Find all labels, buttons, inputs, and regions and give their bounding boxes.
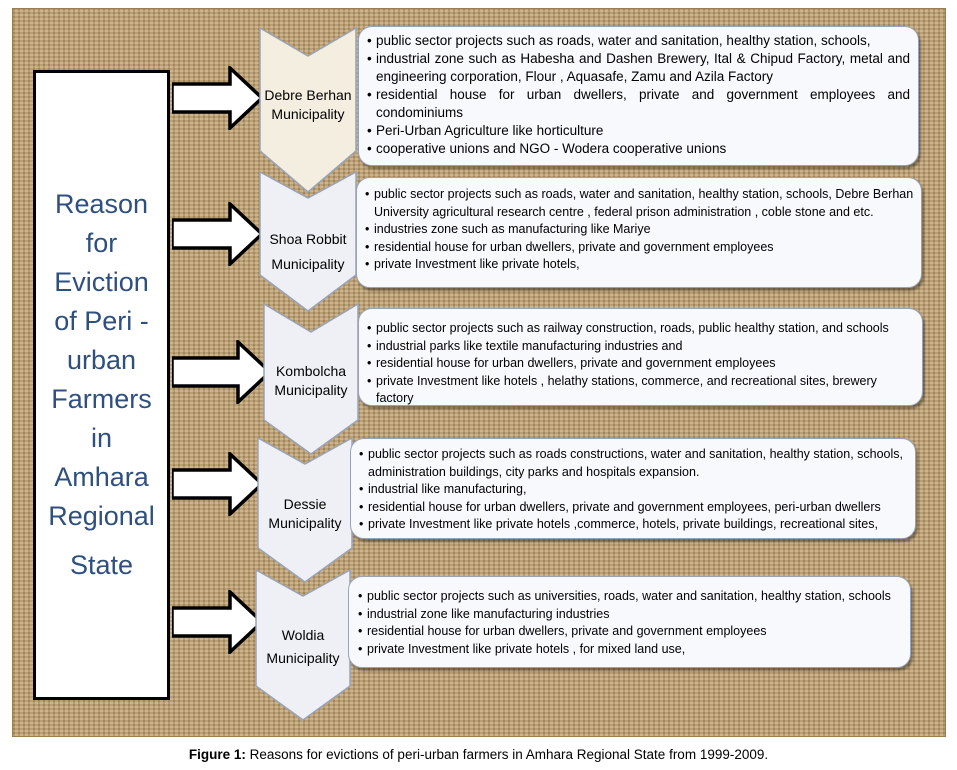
block-arrow-5 [172,590,264,654]
figure-caption [0,747,957,762]
municipality-name-line: Kombolcha [275,363,347,379]
reason-item: • industrial parks like textile manufacturing industries and [367,338,916,356]
block-arrow-4 [172,452,264,516]
block-arrow-1 [172,66,264,130]
reason-item: • residential house for urban dwellers, private and government employees, peri-urban dwellers [359,499,909,517]
reason-item: • private Investment like private hotels ,commerce, hotels, private buildings, recreational sites, [359,516,909,534]
reasons-box-shoa-robbit [356,177,922,288]
reasons-list [367,320,916,408]
figure-caption-label: Figure 1: [188,747,246,762]
reason-item: • private Investment like private hotels , for mixed land use, [358,641,904,659]
municipality-name-debre-berhan [258,86,358,124]
main-title-line: Reason [54,189,149,219]
main-title-box [33,70,170,700]
reason-item: • residential house for urban dwellers, private and government employees [367,355,916,373]
reason-item: • public sector projects such as roads, water and sanitation, healthy station, schools, [367,32,910,50]
reason-item: • industrial zone such as Habesha and Dashen Brewery, Ital & Chipud Factory, metal and engineering corporation, Flour , Aquasafe, Zamu and Azila Factory [367,50,910,86]
main-title-line: Amhara [54,462,149,492]
reasons-list [358,588,904,658]
reason-item: • public sector projects such as roads, water and sanitation, healthy station, schools, Debre Berhan University agricultural research centre , federal prison administration , coble stone and etc. [365,186,915,221]
reason-item: • private Investment like private hotels, [365,256,915,274]
municipality-name-dessie [256,495,354,533]
reasons-list [365,186,915,274]
main-title-line: urban [66,345,137,375]
main-title-line: State [69,550,134,580]
municipality-name-line: Shoa Robbit [269,231,347,247]
reason-item: • industrial like manufacturing, [359,481,909,499]
reason-item: • industries zone such as manufacturing like Mariye [365,221,915,239]
reason-item: • public sector projects such as universities, roads, water and sanitation, healthy station, schools [358,588,904,606]
municipality-name-kombolcha [262,362,360,400]
reason-item: • residential house for urban dwellers, private and government employees [358,623,904,641]
reasons-box-dessie [350,438,916,539]
municipality-name-woldia [254,624,352,670]
municipality-name-line: Debre Berhan [264,87,352,103]
reasons-box-woldia [348,576,911,668]
municipality-name-line: Municipality [271,106,345,122]
main-title-line: of Peri - [54,306,149,336]
municipality-name-line: Woldia [281,627,325,643]
figure-caption-text: Reasons for evictions of peri-urban farmers in Amhara Regional State from 1999-2009. [245,747,769,762]
reason-item: • cooperative unions and NGO - Wodera cooperative unions [367,140,910,158]
main-title [48,185,155,585]
municipality-name-line: Municipality [266,650,340,666]
reason-item: • industrial zone like manufacturing industries [358,606,904,624]
municipality-name-line: Dessie [283,496,327,512]
municipality-name-line: Municipality [271,256,345,272]
municipality-name-line: Municipality [274,382,348,398]
reasons-box-kombolcha [358,308,923,406]
reasons-box-debre-berhan [358,26,919,166]
reason-item: • public sector projects such as roads constructions, water and sanitation, healthy station, schools, administration buildings, city parks and hospitals expansion. [359,446,909,481]
main-title-line: Farmers [51,384,152,414]
main-title-line: for [85,228,118,258]
reason-item: • residential house for urban dwellers, private and government employees [365,239,915,257]
reason-item: • public sector projects such as railway construction, roads, public healthy station, and schools [367,320,916,338]
block-arrow-3 [172,340,272,404]
reasons-list [367,32,910,158]
reason-item: • Peri-Urban Agriculture like horticulture [367,122,910,140]
reasons-list [359,446,909,534]
reason-item: • private Investment like hotels , helathy stations, commerce, and recreational sites, brewery factory [367,373,916,408]
main-title-line: Eviction [54,267,149,297]
reason-item: • residential house for urban dwellers, private and government employees and condominiums [367,86,910,122]
municipality-name-shoa-robbit [258,227,358,277]
main-title-line: in [90,423,112,453]
block-arrow-2 [172,202,264,266]
municipality-name-line: Municipality [268,515,342,531]
main-title-line: Regional [48,501,155,531]
